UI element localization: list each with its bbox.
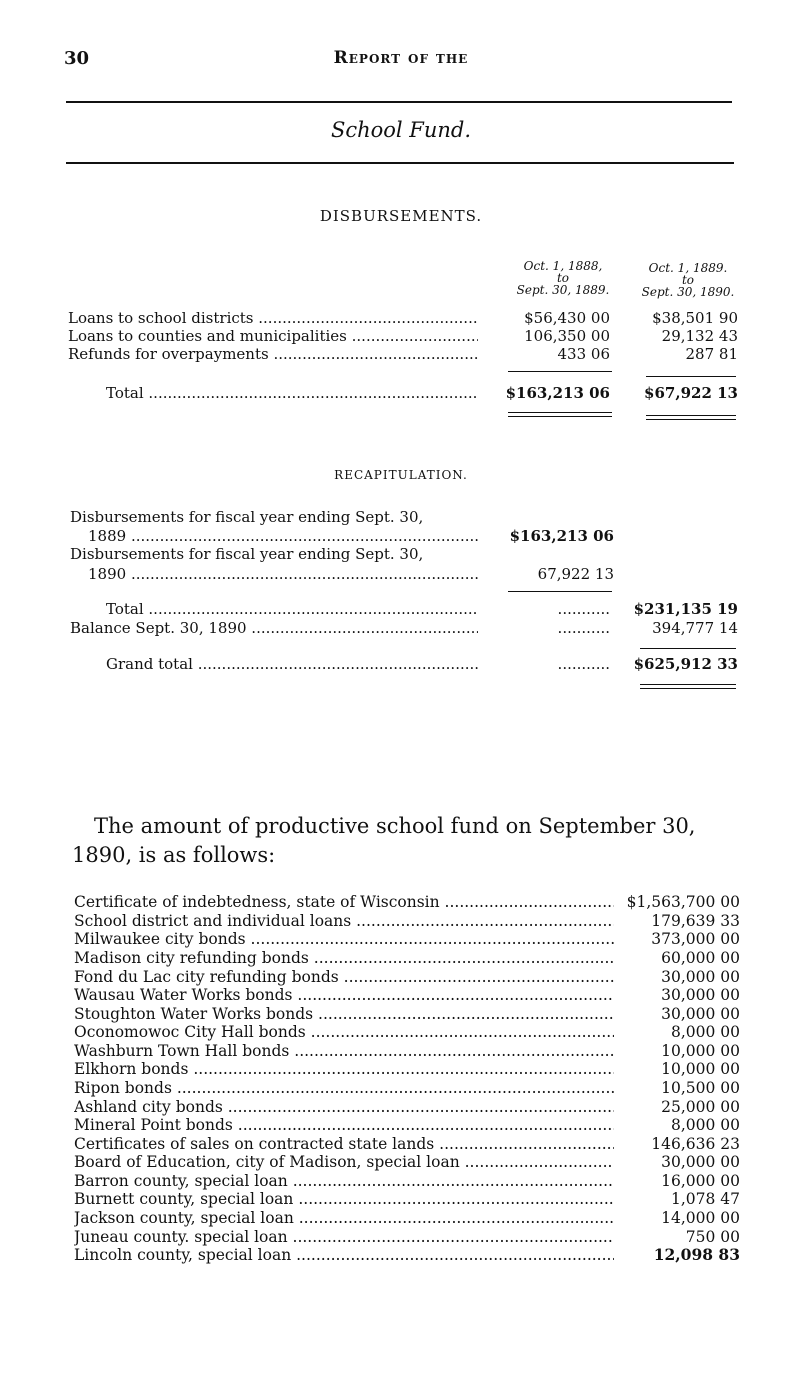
fund-item-label: Washburn Town Hall bonds ..... [74,1042,614,1061]
recap-row-line1: Disbursements for fiscal year ending Sept. 30, [70,508,424,526]
recapitulation-heading: RECAPITULATION. [334,468,468,482]
fund-item-amount: 8,000 00 [670,1023,740,1041]
recap-total-label: Total ..... [106,600,478,618]
fund-item-label: Certificate of indebtedness, state of Wisconsin ..... [74,893,614,912]
fund-item-label: Wausau Water Works bonds ..... [74,986,614,1005]
disb-row-col1: 106,350 00 [524,327,610,345]
top-rule [66,101,732,103]
fund-item-amount: 60,000 00 [661,949,740,967]
recap-row-line1: Disbursements for fiscal year ending Sept. 30, [70,545,424,563]
recap-row-amount: $163,213 06 [509,527,614,545]
fund-item-amount: 373,000 00 [651,930,740,948]
fund-item-amount: 30,000 00 [661,1153,740,1171]
disb-total-col1: $163,213 06 [505,384,610,402]
disb-row-col1: $56,430 00 [524,309,610,327]
fund-item-amount: 10,000 00 [661,1042,740,1060]
fund-item-label: Board of Education, city of Madison, special loan ..... [74,1153,614,1172]
disb-double-line-col1 [508,412,612,417]
col2-from: Oct. 1, 1889. [648,261,728,275]
disb-row-col2: $38,501 90 [652,309,738,327]
disb-row-col1: 433 06 [557,345,610,363]
recap-row-line2: 1889 ..... [88,527,478,545]
disb-double-line-col2 [646,415,736,420]
fund-item-amount: 146,636 23 [651,1135,740,1153]
recap-balance-label: Balance Sept. 30, 1890 ..... [70,619,478,637]
grand-double-line [640,684,736,689]
recap-balance-leader: ........... [557,619,610,637]
grand-total-leader: ........... [557,655,610,673]
section-title: School Fund. [330,118,472,142]
recap-balance-amount: 394,777 14 [652,619,738,637]
col2-header [630,262,746,298]
fund-item-label: Oconomowoc City Hall bonds ..... [74,1023,614,1042]
fund-item-amount: 30,000 00 [661,1005,740,1023]
fund-item-label: Barron county, special loan ..... [74,1172,614,1191]
fund-item-label: Juneau county. special loan ..... [74,1228,614,1247]
running-head: Report of the [333,48,469,68]
fund-item-label: Milwaukee city bonds ..... [74,930,614,949]
fund-item-label: Madison city refunding bonds ..... [74,949,614,968]
fund-item-amount: 750 00 [685,1228,740,1246]
col1-to: to [556,271,570,285]
fund-item-label: Elkhorn bonds ..... [74,1060,614,1079]
grand-total-label: Grand total ..... [106,655,478,673]
grand-total-amount: $625,912 33 [633,655,738,673]
col2-until: Sept. 30, 1890. [641,285,735,299]
fund-item-amount: 10,000 00 [661,1060,740,1078]
fund-item-label: Certificates of sales on contracted state lands ..... [74,1135,614,1154]
recap-sum-line [508,591,612,592]
fund-item-amount: 8,000 00 [670,1116,740,1134]
disbursements-heading: DISBURSEMENTS. [319,207,483,225]
fund-item-amount: 1,078 47 [670,1190,740,1208]
fund-item-amount: 12,098 83 [653,1245,740,1264]
title-rule [66,162,734,164]
fund-item-label: Jackson county, special loan ..... [74,1209,614,1228]
fund-item-amount: 179,639 33 [651,912,740,930]
disb-row-label: Loans to counties and municipalities ..... [68,327,478,345]
fund-item-label: Ripon bonds ..... [74,1079,614,1098]
recap-row-line2: 1890 ..... [88,565,478,583]
disb-sum-line-col1 [508,371,612,372]
fund-item-label: Ashland city bonds ..... [74,1098,614,1117]
recap-total-leader: ........... [557,600,610,618]
fund-item-amount: 14,000 00 [661,1209,740,1227]
col1-from: Oct. 1, 1888, [523,259,603,273]
productive-fund-intro: The amount of productive school fund on September 30, 1890, is as follows: [72,814,696,867]
disb-row-label: Refunds for overpayments ..... [68,345,478,363]
recap-total-amount: $231,135 19 [633,600,738,618]
fund-item-label: Mineral Point bonds ..... [74,1116,614,1135]
disb-row-col2: 287 81 [685,345,738,363]
fund-item-label: Stoughton Water Works bonds ..... [74,1005,614,1024]
fund-item-amount: 10,500 00 [661,1079,740,1097]
fund-item-amount: 25,000 00 [661,1098,740,1116]
disb-row-label: Loans to school districts ..... [68,309,478,327]
disb-row-col2: 29,132 43 [661,327,738,345]
fund-item-label: Fond du Lac city refunding bonds ..... [74,968,614,987]
fund-item-label: School district and individual loans ..... [74,912,614,931]
col2-to: to [681,273,695,287]
fund-item-label: Burnett county, special loan ..... [74,1190,614,1209]
col1-header [504,260,622,296]
disb-total-col2: $67,922 13 [644,384,738,402]
disb-total-label: Total ..... [106,384,478,402]
grand-sum-line [640,648,736,649]
recap-row-amount: 67,922 13 [537,565,614,583]
fund-item-label: Lincoln county, special loan ..... [74,1246,614,1265]
page-number: 30 [64,48,90,69]
col1-until: Sept. 30, 1889. [516,283,610,297]
fund-item-amount: 30,000 00 [661,986,740,1004]
fund-item-amount: 16,000 00 [661,1172,740,1190]
fund-item-amount: $1,563,700 00 [626,893,740,911]
fund-item-amount: 30,000 00 [661,968,740,986]
disb-sum-line-col2 [646,376,736,377]
